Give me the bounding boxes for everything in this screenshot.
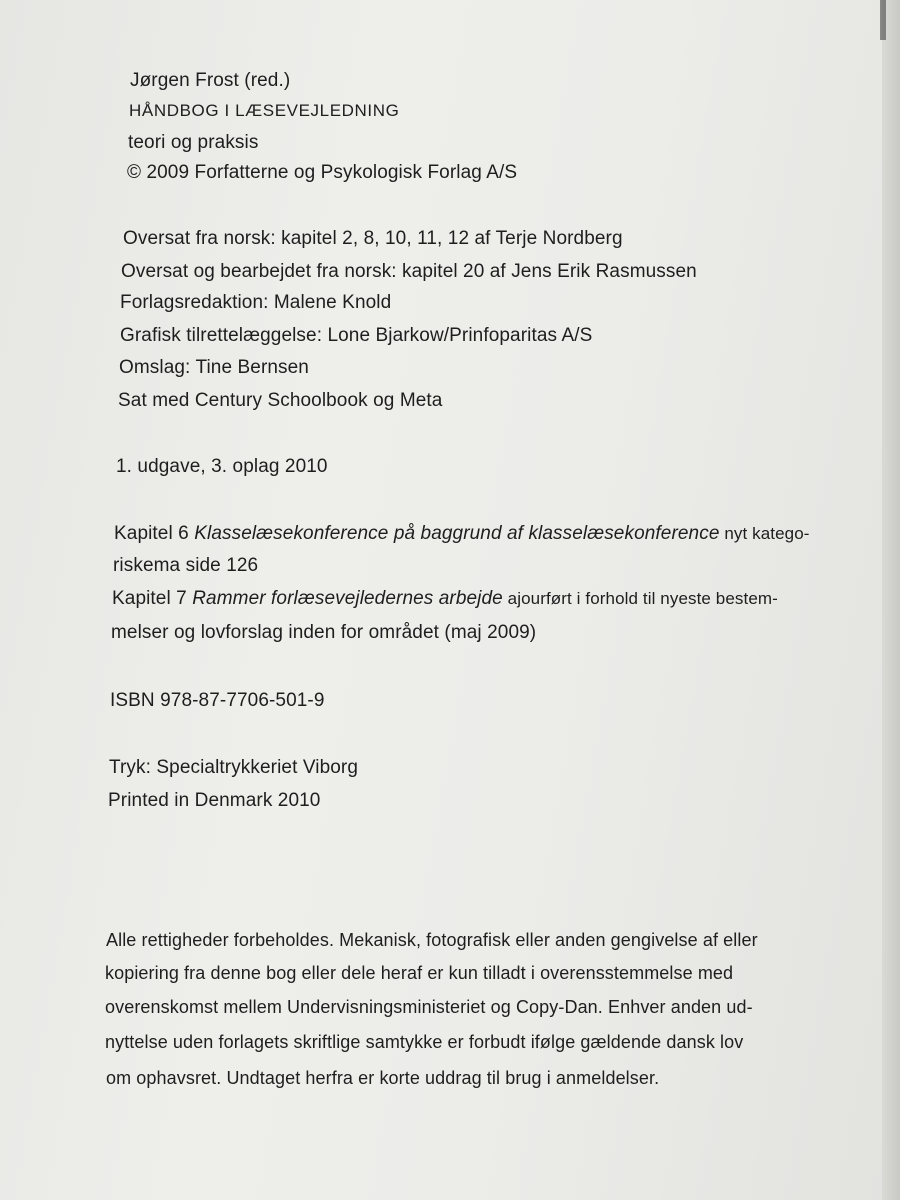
chapter7-note [112, 588, 778, 610]
chapter7-note-cont: melser og lovforslag inden for området (maj 2009) [111, 622, 537, 643]
credit-adaptation: Oversat og bearbejdet fra norsk: kapitel 20 af Jens Erik Rasmussen [121, 261, 697, 282]
chapter6-note-cont: riskema side 126 [113, 555, 259, 576]
rights-line-4: nyttelse uden forlagets skriftlige samtykke er forbudt ifølge gældende dansk lov [105, 1032, 744, 1052]
credit-editor: Forlagsredaktion: Malene Knold [120, 292, 392, 313]
copyright-line: © 2009 Forfatterne og Psykologisk Forlag A/S [127, 162, 518, 183]
page-edge [882, 0, 900, 1200]
credit-translation: Oversat fra norsk: kapitel 2, 8, 10, 11, 12 af Terje Nordberg [123, 228, 623, 249]
credit-typeset: Sat med Century Schoolbook og Meta [118, 390, 443, 411]
chapter6-suffix: nyt katego- [719, 524, 810, 543]
isbn-line: ISBN 978-87-7706-501-9 [110, 690, 325, 711]
chapter7-suffix: ajourført i forhold til nyeste bestem- [502, 589, 778, 608]
chapter6-note [114, 523, 810, 545]
credit-cover: Omslag: Tine Bernsen [119, 357, 309, 378]
rights-line-1: Alle rettigheder forbeholdes. Mekanisk, fotografisk eller anden gengivelse af eller [106, 930, 758, 950]
chapter6-title: Klasselæsekonference på baggrund af klasselæsekonference [194, 523, 720, 544]
chapter7-title: Rammer forlæsevejledernes arbejde [192, 588, 503, 609]
printer-line: Tryk: Specialtrykkeriet Viborg [109, 757, 359, 778]
page-corner-shadow [880, 0, 886, 40]
edition-line: 1. udgave, 3. oplag 2010 [116, 456, 328, 477]
rights-line-2: kopiering fra denne bog eller dele heraf er kun tilladt i overensstemmelse med [105, 963, 734, 983]
book-subtitle: teori og praksis [128, 132, 259, 153]
chapter7-label: Kapitel 7 [112, 588, 193, 609]
credit-design: Grafisk tilrettelæggelse: Lone Bjarkow/Prinfoparitas A/S [120, 325, 593, 346]
chapter6-label: Kapitel 6 [114, 523, 195, 544]
rights-line-3: overenskomst mellem Undervisningsministeriet og Copy-Dan. Enhver anden ud- [105, 997, 753, 1017]
printed-in-line: Printed in Denmark 2010 [108, 790, 321, 811]
book-title: HÅNDBOG I LÆSEVEJLEDNING [129, 101, 400, 120]
rights-line-5: om ophavsret. Undtaget herfra er korte uddrag til brug i anmeldelser. [106, 1068, 660, 1088]
editor-line: Jørgen Frost (red.) [130, 70, 291, 91]
